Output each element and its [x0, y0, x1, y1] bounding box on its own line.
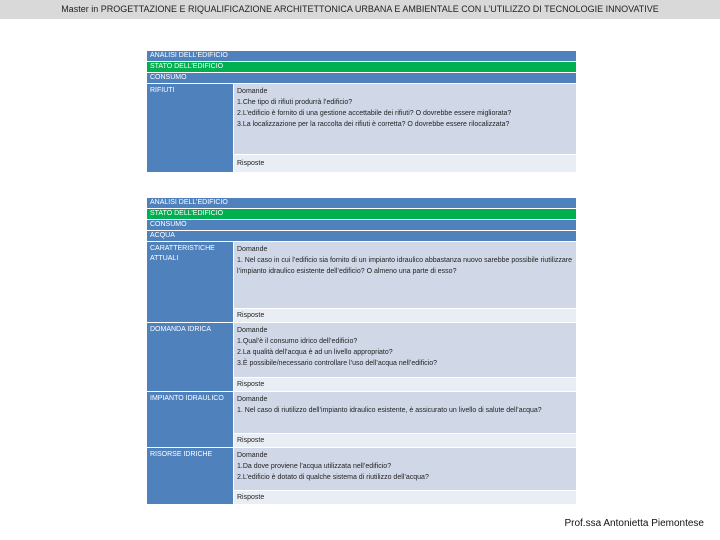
bar-consumo: CONSUMO [147, 220, 576, 230]
question-item: 1. Nel caso di riutilizzo dell’impianto idraulico esistente, è assicurato un livello di salute dell’acqua? [237, 407, 542, 414]
bar-stato: STATO DELL’EDIFICIO [147, 209, 576, 219]
label-domanda-idrica: DOMANDA IDRICA [147, 323, 233, 391]
analysis-table-rifiuti [147, 51, 576, 173]
answers-risorse [234, 491, 576, 504]
question-item: 2.La qualità dell’acqua è ad un livello appropriato? [237, 349, 393, 356]
author-credit: Prof.ssa Antonietta Piemontese [564, 518, 704, 529]
label-risorse: RISORSE IDRICHE [147, 448, 233, 504]
label-caratteristiche: CARATTERISTICHE ATTUALI [147, 242, 233, 322]
risposte-label: Risposte [237, 312, 265, 319]
question-item: 2.L’edificio è dotato di qualche sistema di riutilizzo dell’acqua? [237, 474, 429, 481]
question-item: 1.Qual’è il consumo idrico dell’edificio? [237, 338, 358, 345]
bar-acqua: ACQUA [147, 231, 576, 241]
header-title: Master in PROGETTAZIONE E RIQUALIFICAZIONE ARCHITETTONICA URBANA E AMBIENTALE CON L’UTILIZZO DI TECNOLOGIE INNOVATIVE [61, 4, 659, 14]
risposte-label: Risposte [237, 381, 265, 388]
answers-rifiuti [234, 155, 576, 172]
row-domanda-idrica [147, 323, 576, 391]
label-rifiuti: RIFIUTI [147, 84, 233, 172]
row-risorse [147, 448, 576, 504]
question-item: 1. Nel caso in cui l’edificio sia fornito di un impianto idraulico abbastanza nuovo sarebbe possibile riutilizzare l’impianto idraulico esistente dell’edificio? O almeno una parte di esso? [237, 257, 573, 275]
questions-impianto [234, 392, 576, 433]
answers-impianto [234, 434, 576, 447]
bar-stato: STATO DELL’EDIFICIO [147, 62, 576, 72]
answers-domanda-idrica [234, 378, 576, 391]
question-item: 1.Che tipo di rifiuti produrrà l’edificio? [237, 99, 353, 106]
label-impianto: IMPIANTO IDRAULICO [147, 392, 233, 447]
row-impianto [147, 392, 576, 447]
bar-analisi: ANALISI DELL’EDIFICIO [147, 198, 576, 208]
question-item: 3.La localizzazione per la raccolta dei rifiuti è corretta? O dovrebbe essere rilocalizzata? [237, 121, 510, 128]
questions-domanda-idrica [234, 323, 576, 377]
row-caratteristiche [147, 242, 576, 322]
analysis-table-acqua [147, 198, 576, 505]
bar-consumo: CONSUMO [147, 73, 576, 83]
question-item: 1.Da dove proviene l’acqua utilizzata nell’edificio? [237, 463, 392, 470]
row-rifiuti [147, 84, 576, 172]
domande-title: Domande [237, 246, 268, 253]
domande-title: Domande [237, 396, 268, 403]
domande-title: Domande [237, 327, 268, 334]
risposte-label: Risposte [237, 160, 265, 167]
answers-caratteristiche [234, 309, 576, 322]
questions-risorse [234, 448, 576, 490]
domande-title: Domande [237, 88, 268, 95]
domande-title: Domande [237, 452, 268, 459]
question-item: 3.È possibile/necessario controllare l’uso dell’acqua nell’edificio? [237, 360, 438, 367]
questions-rifiuti [234, 84, 576, 154]
risposte-label: Risposte [237, 437, 265, 444]
bar-analisi: ANALISI DELL’EDIFICIO [147, 51, 576, 61]
risposte-label: Risposte [237, 494, 265, 501]
questions-caratteristiche [234, 242, 576, 308]
slide-header [0, 0, 720, 19]
question-item: 2.L’edificio è fornito di una gestione accettabile dei rifiuti? O dovrebbe essere migliorata? [237, 110, 512, 117]
